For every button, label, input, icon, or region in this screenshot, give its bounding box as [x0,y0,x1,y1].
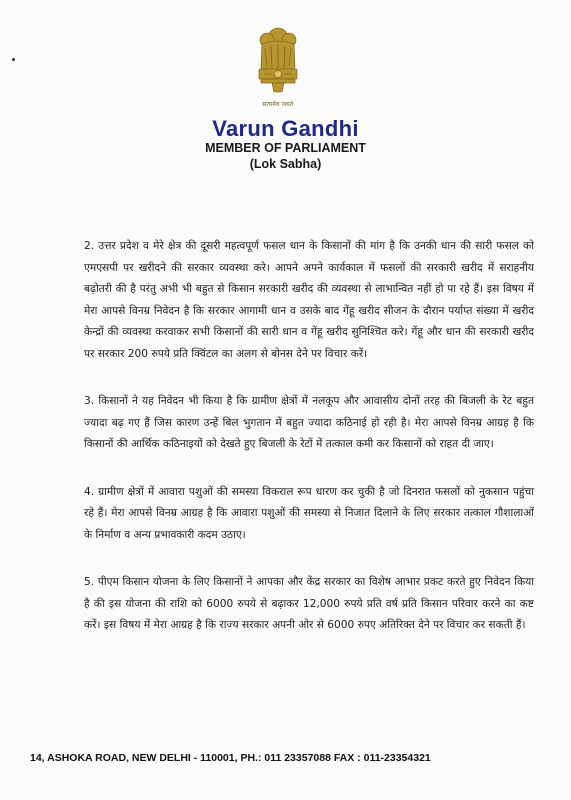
paragraph-2: 2. उत्तर प्रदेश व मेरे क्षेत्र की दूसरी महत्वपूर्ण फसल धान के किसानों की मांग है कि उनकी धान की सारी फसल को एमएसपी पर खरीदने की सरकार व्यवस्था करे। आपने अपने कार्यकाल में फसलों की सरकारी खरीद में सराहनीय बढ़ोतरी की है परंतु अभी भी बहुत से किसान सरकारी खरीद की व्यवस्था से लाभान्वित नहीं हो पा रहे हैं। इस विषय में मेरा आपसे विनम्र निवेदन है कि सरकार आगामी धान व उसके बाद गेंहू खरीद सीजन के दौरान पर्याप्त संख्या में खरीद केन्द्रों की व्यवस्था करवाकर सभी किसानों की सारी धान व गेंहू खरीद सुनिश्चित करे। गेंहू और धान की सरकारी खरीद पर सरकार 200 रुपये प्रति क्विंटल का अलग से बोनस देने पर विचार करें। [84,240,534,360]
member-title: MEMBER OF PARLIAMENT [205,141,366,155]
paragraph-3: 3. किसानों ने यह निवेदन भी किया है कि ग्रामीण क्षेत्रों में नलकूप और आवासीय दोनों तरह की बिजली के रेट बहुत ज्यादा बढ़ गए हैं जिस कारण उन्हें बिल भुगतान में बहुत ज्यादा कठिनाई हो रही है। मेरा आपसे विनम्र आग्रह है कि किसानों की आर्थिक कठिनाइयों को देखते हुए बिजली के रेटों में तत्काल कमी कर किसानों को राहत दी जाए। [84,395,534,450]
letter-body [84,236,534,663]
emblem-motto: सत्यमेव जयते [262,101,294,108]
paragraph-4: 4. ग्रामीण क्षेत्रों में आवारा पशुओं की समस्या विकराल रूप धारण कर चुकी है जो दिनरात फसलों को नुकसान पहुंचा रहे हैं। मेरा आपसे विनम्र आग्रह है कि आवारा पशुओं की समस्या से निजात दिलाने के लिए सरकार तत्काल गौशालाओं के निर्माण व अन्य प्रभावकारी कदम उठाए। [84,485,534,541]
scan-dot [12,58,15,61]
member-name: Varun Gandhi [212,116,359,141]
member-house: (Lok Sabha) [249,157,322,171]
footer-address: 14, ASHOKA ROAD, NEW DELHI - 110001, PH.: 011 23357088 FAX : 011-23354321 [30,752,431,764]
paragraph-5: 5. पीएम किसान योजना के लिए किसानों ने आपका और केंद्र सरकार का विशेष आभार प्रकट करते हुए निवेदन किया है की इस योजना की राशि को 6000 रुपये से बढ़ाकर 12,000 रुपये प्रति वर्ष प्रति किसान परिवार करने का कष्ट करें। इस विषय में मेरा आग्रह है कि राज्य सरकार अपनी ओर से 6000 रुपए अतिरिक्त देने पर विचार कर सकती हैं। [84,576,534,631]
